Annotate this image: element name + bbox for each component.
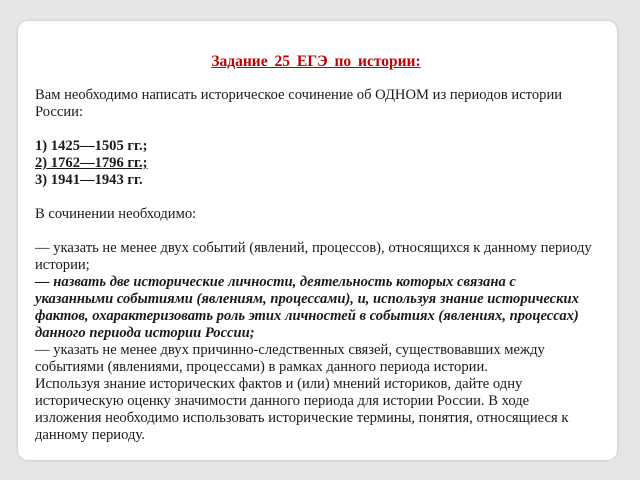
- task-content: [35, 53, 597, 444]
- requirement-item-1: — указать не менее двух событий (явлений, процессов), относящихся к данному периоду истории;: [35, 240, 592, 273]
- slide-card: [18, 21, 617, 460]
- task-conclusion: Используя знание исторических фактов и (или) мнений историков, дайте одну историческую оценку значимости данного периода для истории России. В ходе изложения необходимо использовать исторические термины, понятия, относящиеся к данному периоду.: [35, 376, 569, 443]
- period-item-3: 3) 1941—1943 гг.: [35, 172, 143, 188]
- period-item-2: 2) 1762—1796 гг.;: [35, 155, 148, 171]
- period-item-1: 1) 1425—1505 гг.;: [35, 138, 148, 154]
- period-list: [35, 138, 597, 189]
- requirement-item-3: — указать не менее двух причинно-следственных связей, существовавших между событиями (явлениями, процессами) в рамках данного периода истории.: [35, 342, 545, 375]
- requirements-heading: В сочинении необходимо:: [35, 206, 197, 222]
- spacer: [35, 121, 597, 138]
- task-intro: Вам необходимо написать историческое сочинение об ОДНОМ из периодов истории России:: [35, 87, 563, 120]
- task-title: Задание 25 ЕГЭ по истории:: [211, 53, 421, 70]
- requirement-item-2: — назвать две исторические личности, деятельность которых связана с указанными событиями (явлениям, процессами), и, используя знание исторических фактов, охарактеризовать роль этих личностей в событиях (явлениях, процессах) данного периода истории России;: [35, 274, 579, 341]
- spacer: [35, 189, 597, 206]
- spacer: [35, 223, 597, 240]
